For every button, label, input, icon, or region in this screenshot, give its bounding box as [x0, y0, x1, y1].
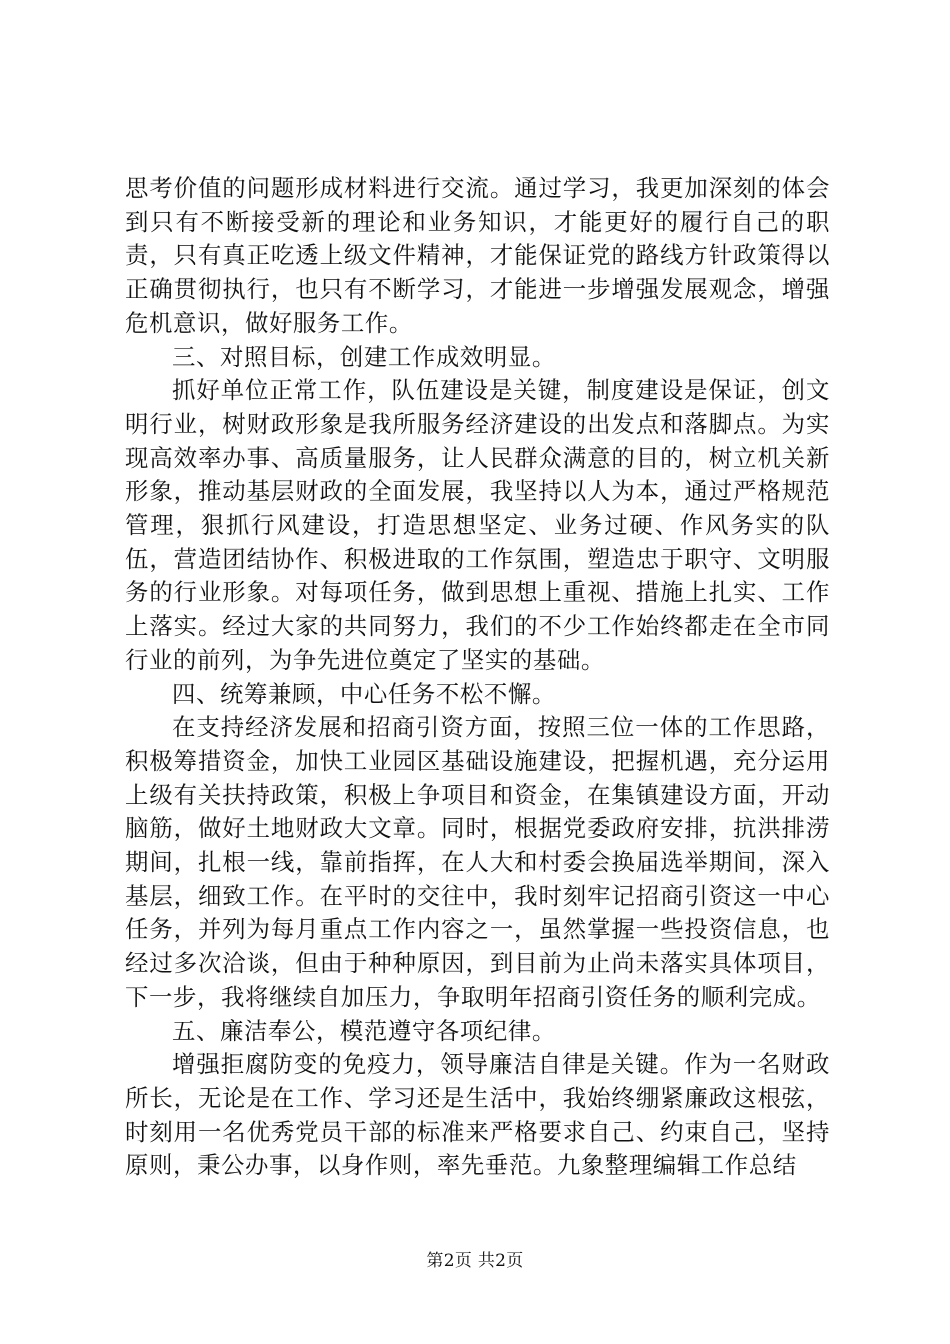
paragraph-section-five: 增强拒腐防变的免疫力，领导廉洁自律是关键。作为一名财政所长，无论是在工作、学习还是生活中，我始终绷紧廉政这根弦，时刻用一名优秀党员干部的标准来严格要求自己、约束自己，坚持原则，秉公办事，以身作则，率先垂范。九象整理编辑工作总结 [125, 1050, 830, 1180]
heading-section-four: 四、统筹兼顾，中心任务不松不懈。 [172, 679, 556, 708]
paragraph-section-four: 在支持经济发展和招商引资方面，按照三位一体的工作思路，积极筹措资金，加快工业园区基础设施建设，把握机遇，充分运用上级有关扶持政策，积极上争项目和资金，在集镇建设方面，开动脑筋，做好土地财政大文章。同时，根据党委政府安排，抗洪排涝期间，扎根一线，靠前指挥，在人大和村委会换届选举期间，深入基层，细致工作。在平时的交往中，我时刻牢记招商引资这一中心任务，并列为每月重点工作内容之一，虽然掌握一些投资信息，也经过多次洽谈，但由于种种原因，到目前为止尚未落实具体项目，下一步，我将继续自加压力，争取明年招商引资任务的顺利完成。 [125, 713, 830, 1011]
paragraph-learning-continued: 思考价值的问题形成材料进行交流。通过学习，我更加深刻的体会到只有不断接受新的理论和业务知识，才能更好的履行自己的职责，只有真正吃透上级文件精神，才能保证党的路线方针政策得以正确贯彻执行，也只有不断学习，才能进一步增强发展观念，增强危机意识，做好服务工作。 [125, 174, 830, 337]
heading-section-three: 三、对照目标，创建工作成效明显。 [172, 342, 556, 371]
heading-section-five: 五、廉洁奉公，模范遵守各项纪律。 [172, 1016, 556, 1045]
paragraph-section-three: 抓好单位正常工作，队伍建设是关键，制度建设是保证，创文明行业，树财政形象是我所服务经济建设的出发点和落脚点。为实现高效率办事、高质量服务，让人民群众满意的目的，树立机关新形象，推动基层财政的全面发展，我坚持以人为本，通过严格规范管理，狠抓行风建设，打造思想坚定、业务过硬、作风务实的队伍，营造团结协作、积极进取的工作氛围，塑造忠于职守、文明服务的行业形象。对每项任务，做到思想上重视、措施上扎实、工作上落实。经过大家的共同努力，我们的不少工作始终都走在全市同行业的前列，为争先进位奠定了坚实的基础。 [125, 376, 830, 674]
document-body [125, 172, 830, 1183]
page-number-footer: 第2页 共2页 [426, 1251, 524, 1271]
